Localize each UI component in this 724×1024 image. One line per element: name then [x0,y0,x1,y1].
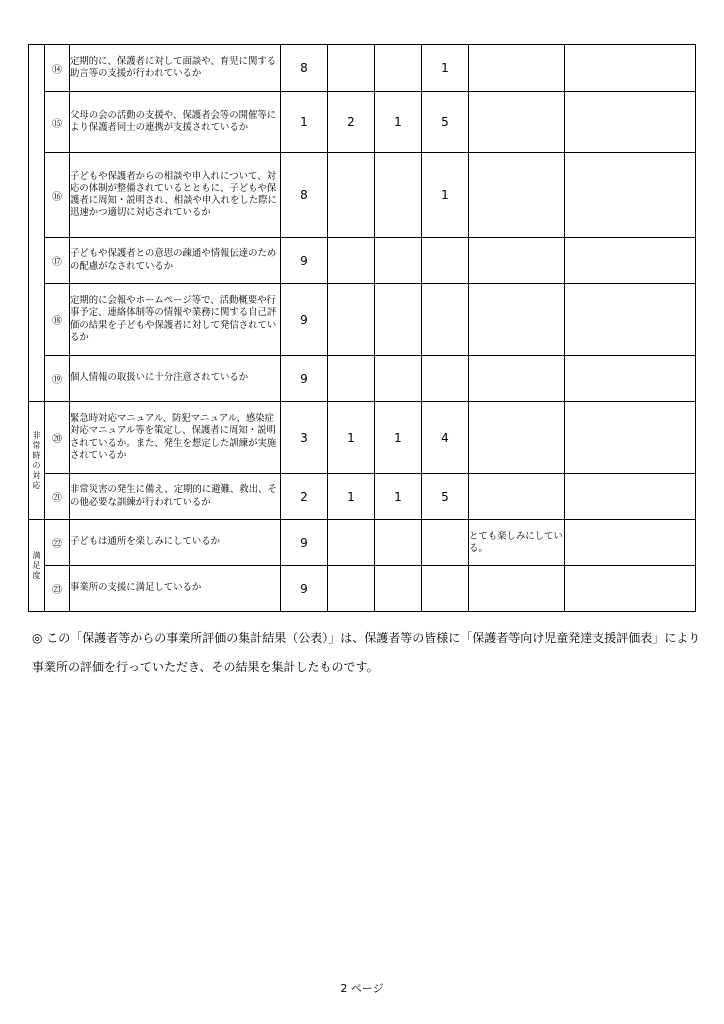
comment-cell [469,566,565,612]
count-yes: 8 [281,153,328,238]
count-no [375,566,422,612]
count-unknown: 5 [422,474,469,520]
question-text: 父母の会の活動の支援や、保護者会等の開催等により保護者同士の連携が支援されているか [70,92,281,153]
comment-cell: とても楽しみにしている。 [469,520,565,566]
remarks-cell [565,45,696,92]
count-unknown [422,520,469,566]
footnote: ◎ この「保護者等からの事業所評価の集計結果（公表）」は、保護者等の皆様に「保護者等向け児童発達支援評価表」により事業所の評価を行っていただき、その結果を集計したものです。 [32,631,701,674]
count-no [375,238,422,284]
count-unknown [422,566,469,612]
question-number: ㉓ [45,566,70,612]
count-neutral [328,356,375,402]
count-yes: 9 [281,238,328,284]
question-text: 緊急時対応マニュアル、防犯マニュアル、感染症対応マニュアル等を策定し、保護者に周知・説明されているか。また、発生を想定した訓練が実施されているか [70,402,281,474]
remarks-cell [565,153,696,238]
comment-cell [469,92,565,153]
comment-cell [469,284,565,356]
table-row [29,520,696,566]
question-number: ⑱ [45,284,70,356]
remarks-cell [565,356,696,402]
count-neutral [328,45,375,92]
count-neutral: 2 [328,92,375,153]
comment-cell [469,474,565,520]
table-row [29,566,696,612]
question-text: 子どもは通所を楽しみにしているか [70,520,281,566]
remarks-cell [565,474,696,520]
question-number: ⑯ [45,153,70,238]
question-text: 定期的に、保護者に対して面談や、育児に関する助言等の支援が行われているか [70,45,281,92]
count-unknown: 5 [422,92,469,153]
count-yes: 9 [281,520,328,566]
count-no [375,284,422,356]
question-text: 子どもや保護者からの相談や申入れについて、対応の体制が整備されているとともに、子どもや保護者に周知・説明され、相談や申入れをした際に迅速かつ適切に対応されているか [70,153,281,238]
count-unknown [422,284,469,356]
question-text: 非常災害の発生に備え、定期的に避難、救出、その他必要な訓練が行われているか [70,474,281,520]
remarks-cell [565,402,696,474]
evaluation-table [28,44,696,612]
page-number: 2 ページ [340,982,384,995]
comment-cell [469,402,565,474]
count-neutral [328,520,375,566]
count-no [375,356,422,402]
question-number: ⑰ [45,238,70,284]
count-no: 1 [375,92,422,153]
count-yes: 1 [281,92,328,153]
table-row [29,474,696,520]
question-number: ⑲ [45,356,70,402]
count-yes: 9 [281,356,328,402]
category-cell-support [29,45,45,402]
category-emergency: 非 常 時 の 対 応 [29,402,45,520]
count-neutral [328,238,375,284]
count-yes: 2 [281,474,328,520]
comment-cell [469,45,565,92]
table-row [29,284,696,356]
table-row [29,238,696,284]
count-unknown [422,238,469,284]
count-unknown: 1 [422,45,469,92]
table-row [29,356,696,402]
count-no [375,153,422,238]
count-no: 1 [375,474,422,520]
count-unknown [422,356,469,402]
question-text: 事業所の支援に満足しているか [70,566,281,612]
count-no [375,45,422,92]
table-row [29,153,696,238]
count-unknown: 1 [422,153,469,238]
count-no: 1 [375,402,422,474]
count-yes: 3 [281,402,328,474]
remarks-cell [565,92,696,153]
comment-cell [469,153,565,238]
question-number: ㉒ [45,520,70,566]
count-neutral [328,566,375,612]
question-number: ㉑ [45,474,70,520]
count-neutral [328,153,375,238]
question-number: ⑳ [45,402,70,474]
count-yes: 9 [281,284,328,356]
remarks-cell [565,566,696,612]
comment-cell [469,238,565,284]
count-unknown: 4 [422,402,469,474]
remarks-cell [565,238,696,284]
remarks-cell [565,284,696,356]
question-text: 子どもや保護者との意思の疎通や情報伝達のための配慮がなされているか [70,238,281,284]
remarks-cell [565,520,696,566]
table-row [29,402,696,474]
count-yes: 9 [281,566,328,612]
category-satisfaction: 満 足 度 [29,520,45,612]
count-neutral: 1 [328,402,375,474]
table-row [29,92,696,153]
count-yes: 8 [281,45,328,92]
question-text: 個人情報の取扱いに十分注意されているか [70,356,281,402]
count-no [375,520,422,566]
count-neutral [328,284,375,356]
table-row [29,45,696,92]
question-number: ⑭ [45,45,70,92]
question-text: 定期的に会報やホームページ等で、活動概要や行事予定、連絡体制等の情報や業務に関する自己評価の結果を子どもや保護者に対して発信されているか [70,284,281,356]
count-neutral: 1 [328,474,375,520]
comment-cell [469,356,565,402]
question-number: ⑮ [45,92,70,153]
